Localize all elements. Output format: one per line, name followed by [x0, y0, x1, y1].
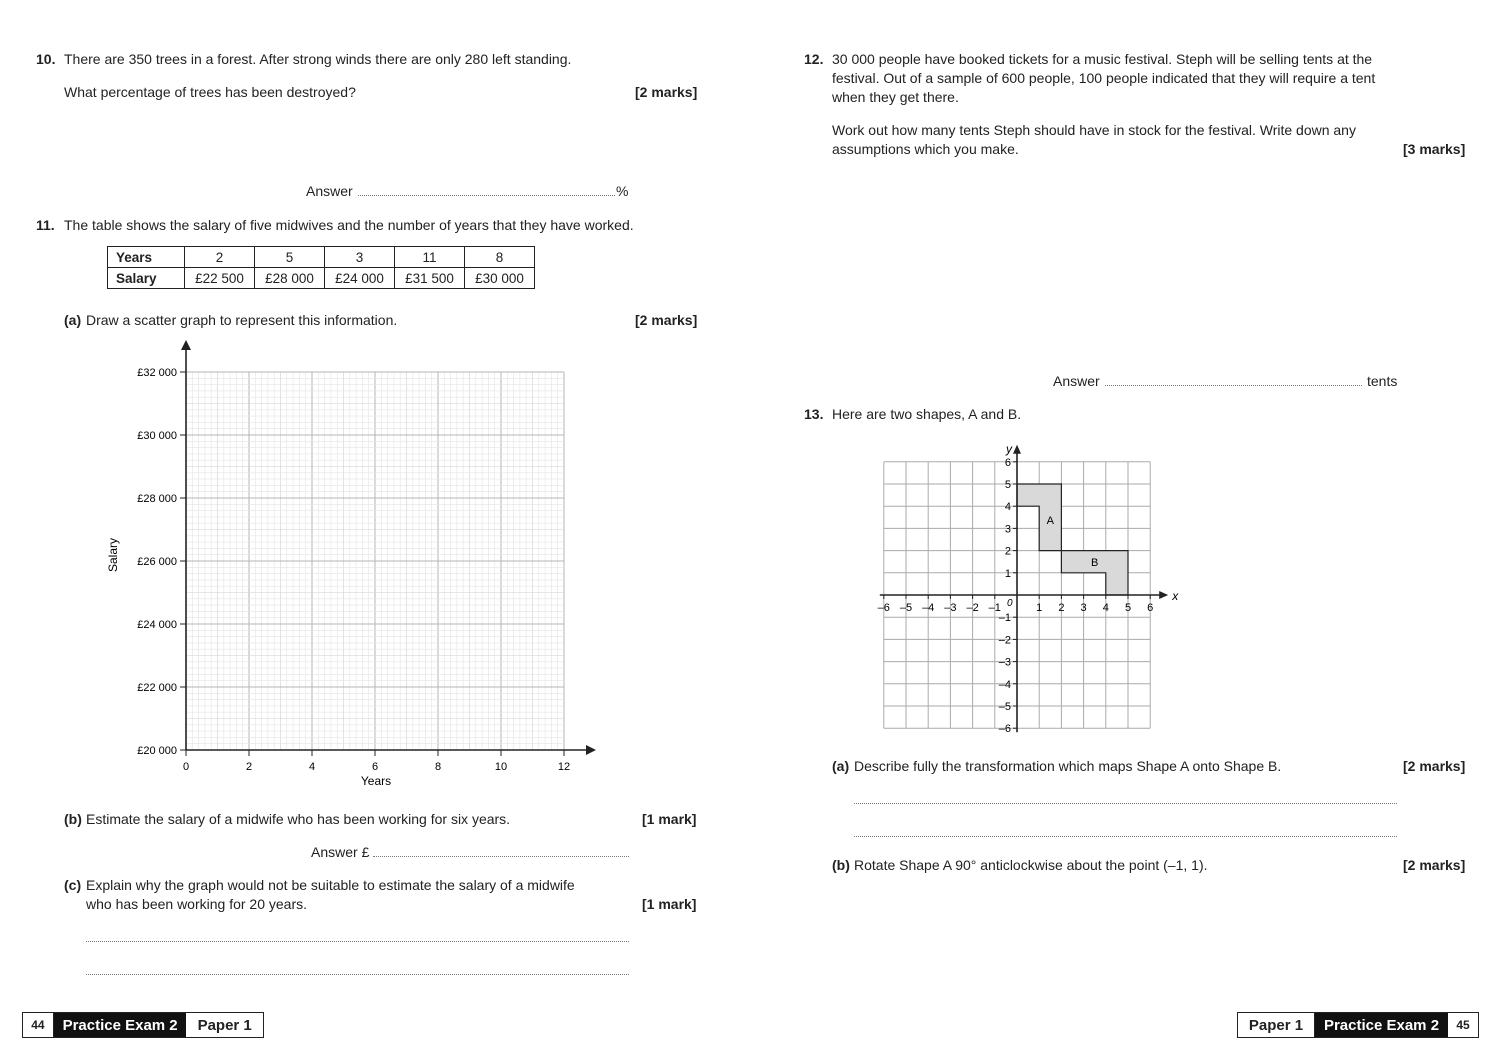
answer-label: Answer £	[311, 844, 370, 860]
y-tick-label: –3	[998, 656, 1011, 669]
table-cell: £22 500	[185, 268, 255, 289]
question-text: 30 000 people have booked tickets for a music festival. Steph will be selling tents at the	[832, 51, 1373, 67]
answer-line[interactable]	[854, 803, 1397, 804]
x-tick-label: –5	[899, 602, 913, 614]
answer-line[interactable]	[358, 195, 615, 196]
table-header-cell: Salary	[108, 268, 185, 289]
x-tick-label: 6	[1147, 602, 1154, 614]
marks-label: [2 marks]	[635, 312, 698, 328]
answer-line[interactable]	[1105, 385, 1362, 386]
shape-b-label: B	[1091, 557, 1099, 570]
answer-line[interactable]	[86, 941, 629, 942]
question-text: festival. Out of a sample of 600 people, 100 people indicated that they will require a tent	[832, 70, 1376, 86]
x-tick-label: 1	[1036, 602, 1043, 614]
x-tick-label: 4	[308, 761, 316, 773]
scatter-graph-grid[interactable]	[100, 335, 610, 795]
x-tick-label: 2	[1058, 602, 1065, 614]
y-tick-label: £24 000	[137, 619, 177, 631]
x-axis-label: Years	[360, 774, 392, 788]
answer-line[interactable]	[854, 836, 1397, 837]
marks-label: [2 marks]	[1403, 758, 1466, 774]
marks-label: [1 mark]	[642, 811, 697, 827]
x-tick-label: 12	[557, 761, 571, 773]
coordinate-grid[interactable]	[870, 434, 1180, 739]
y-axis-arrow	[1013, 445, 1021, 454]
y-tick-label: 5	[1004, 479, 1011, 491]
y-tick-label: –2	[998, 634, 1011, 647]
part-text: who has been working for 20 years.	[86, 896, 308, 912]
x-axis-arrow	[586, 745, 596, 755]
y-tick-label: 6	[1004, 456, 1011, 469]
footer-right	[1237, 1012, 1479, 1038]
question-number: 12.	[804, 51, 824, 67]
y-tick-label: –5	[998, 701, 1011, 713]
answer-label: Answer	[306, 183, 353, 199]
y-tick-label: –4	[998, 678, 1011, 691]
x-tick-label: –3	[944, 602, 957, 614]
y-axis-label: y	[1006, 441, 1012, 456]
answer-unit: tents	[1367, 373, 1398, 389]
table-cell: 8	[465, 247, 535, 268]
x-tick-label: 10	[494, 761, 508, 773]
y-tick-label: £28 000	[137, 493, 177, 505]
x-tick-label: 3	[1080, 602, 1087, 614]
marks-label: [3 marks]	[1403, 141, 1466, 157]
table-cell: 2	[185, 247, 255, 268]
table-cell: £31 500	[395, 268, 465, 289]
table-cell: £28 000	[255, 268, 325, 289]
x-axis-label: x	[1172, 589, 1179, 603]
shape-a-label: A	[1046, 514, 1054, 527]
part-text: Rotate Shape A 90° anticlockwise about the point (–1, 1).	[854, 857, 1208, 873]
origin-label: 0	[1007, 598, 1013, 609]
question-number: 11.	[36, 217, 55, 233]
y-tick-label: 3	[1004, 523, 1011, 536]
paper-label: Paper 1	[1238, 1013, 1315, 1037]
y-tick-label: £20 000	[137, 745, 177, 757]
table-cell: 5	[255, 247, 325, 268]
part-label: (a)	[64, 312, 82, 328]
table-cell: 3	[325, 247, 395, 268]
question-text: There are 350 trees in a forest. After strong winds there are only 280 left standing.	[64, 51, 572, 67]
question-text: Here are two shapes, A and B.	[832, 406, 1022, 422]
part-text: Estimate the salary of a midwife who has been working for six years.	[86, 811, 511, 827]
question-text: Work out how many tents Steph should have in stock for the festival. Write down any	[832, 122, 1356, 138]
paper-label: Paper 1	[197, 1016, 252, 1034]
exam-title: Practice Exam 2	[54, 1013, 186, 1037]
x-tick-label: –2	[966, 602, 979, 614]
table-cell: £30 000	[465, 268, 535, 289]
marks-label: [1 mark]	[642, 896, 697, 912]
x-tick-label: –6	[877, 602, 890, 614]
y-tick-label: 4	[1004, 501, 1011, 514]
page-number: 45	[1456, 1018, 1470, 1032]
question-prompt: What percentage of trees has been destroyed?	[64, 84, 356, 100]
part-label: (b)	[64, 811, 82, 827]
part-label: (c)	[64, 877, 82, 893]
x-tick-label: 2	[245, 761, 253, 773]
part-label: (b)	[832, 857, 850, 873]
part-text: Explain why the graph would not be suitable to estimate the salary of a midwife	[86, 877, 575, 893]
x-tick-label: 6	[371, 761, 379, 773]
x-tick-label: 5	[1124, 602, 1132, 614]
x-axis-arrow	[1159, 591, 1168, 599]
question-text: when they get there.	[832, 89, 959, 105]
marks-label: [2 marks]	[1403, 857, 1466, 873]
page-number: 44	[23, 1013, 54, 1037]
y-tick-label: £32 000	[137, 367, 177, 379]
question-number: 10.	[36, 51, 56, 67]
question-number: 13.	[804, 406, 824, 422]
marks-label: [2 marks]	[635, 84, 698, 100]
table-row	[108, 247, 535, 268]
salary-table	[107, 246, 535, 289]
y-tick-label: £26 000	[137, 556, 177, 568]
table-row	[108, 268, 535, 289]
x-tick-label: 4	[1102, 602, 1109, 614]
y-tick-label: 2	[1004, 545, 1011, 558]
y-tick-label: 1	[1004, 567, 1011, 580]
exam-title: Practice Exam 2	[1315, 1013, 1448, 1037]
shape-a	[1017, 484, 1061, 551]
answer-line[interactable]	[86, 974, 629, 975]
y-axis-label: Salary	[106, 537, 120, 573]
answer-unit: %	[616, 183, 629, 199]
table-cell: 11	[395, 247, 465, 268]
x-tick-label: –4	[922, 602, 935, 614]
question-text: assumptions which you make.	[832, 141, 1019, 157]
x-tick-label: –1	[988, 602, 1001, 614]
y-tick-label: –1	[998, 612, 1011, 625]
y-tick-label: £22 000	[137, 682, 177, 694]
question-text: The table shows the salary of five midwives and the number of years that they have worked.	[64, 217, 634, 233]
y-tick-label: £30 000	[137, 430, 177, 442]
y-axis-arrow	[181, 340, 191, 350]
table-cell: £24 000	[325, 268, 395, 289]
answer-line[interactable]	[373, 856, 629, 857]
part-text: Describe fully the transformation which maps Shape A onto Shape B.	[854, 758, 1282, 774]
y-tick-label: –6	[998, 723, 1011, 736]
footer-left	[22, 1012, 264, 1038]
x-tick-label: 8	[434, 761, 442, 773]
part-label: (a)	[832, 758, 850, 774]
x-tick-label: 0	[182, 761, 190, 773]
part-text: Draw a scatter graph to represent this information.	[86, 312, 398, 328]
table-header-cell: Years	[108, 247, 185, 268]
answer-label: Answer	[1053, 373, 1100, 389]
